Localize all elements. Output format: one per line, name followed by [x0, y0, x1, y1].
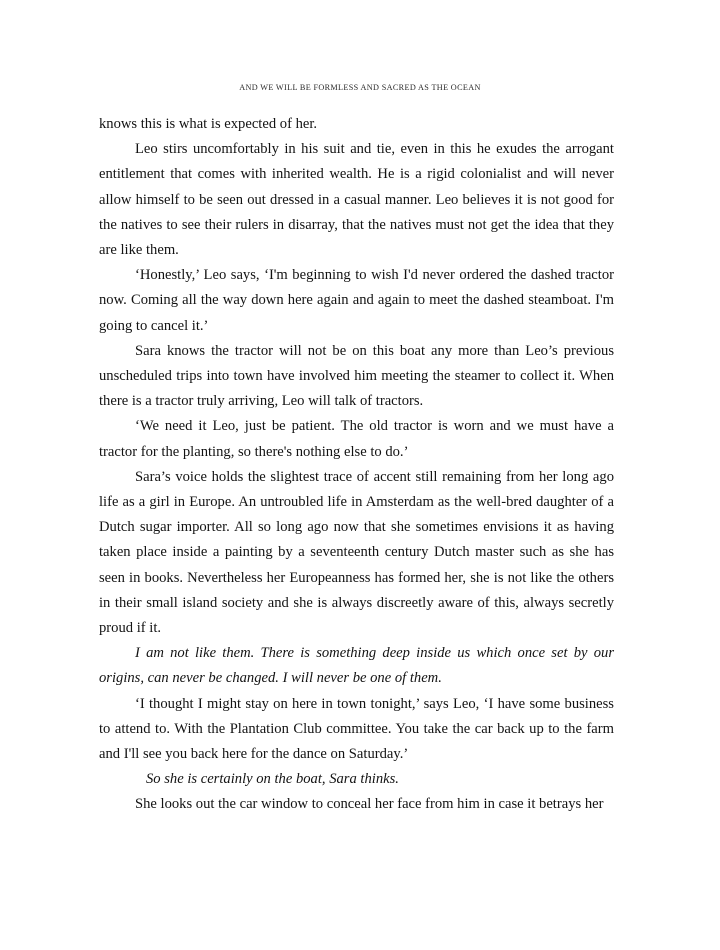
paragraph: Leo stirs uncomfortably in his suit and tie, even in this he exudes the arrogant entitlement that comes with inherited wealth. He is a rigid colonialist and will never allow himself to be seen out dressed in a casual manner. Leo believes it is not good for the natives to see their rulers in disarray, that the natives must not get the idea that they are like them. — [99, 141, 614, 259]
paragraph: ‘I thought I might stay on here in town tonight,’ says Leo, ‘I have some business to attend to. With the Plantation Club committee. You take the car back up to the farm and I'll see you back here for the dance on Saturday.’ — [99, 695, 614, 763]
paragraph: ‘We need it Leo, just be patient. The old tractor is worn and we must have a tractor for the planting, so there's nothing else to do.’ — [99, 418, 614, 460]
paragraph: ‘Honestly,’ Leo says, ‘I'm beginning to wish I'd never ordered the dashed tractor now. Coming all the way down here again and again to meet the dashed steamboat. I'm going to cancel it.’ — [99, 267, 614, 334]
paragraph-italic: I am not like them. There is something deep inside us which once set by our origins, can never be changed. I will never be one of them. — [99, 645, 614, 687]
paragraph-italic: So she is certainly on the boat, Sara thinks. — [146, 771, 399, 788]
paragraph: Sara knows the tractor will not be on this boat any more than Leo’s previous unscheduled trips into town have involved him meeting the steamer to collect it. When there is a tractor truly arriving, Leo will talk of tractors. — [99, 342, 614, 410]
paragraph: knows this is what is expected of her. — [99, 116, 318, 132]
paragraph: Sara’s voice holds the slightest trace of accent still remaining from her long ago life as a girl in Europe. An untroubled life in Amsterdam as the well-bred daughter of a Dutch sugar importer. All so long ago now that she sometimes envisions it as having taken place inside a painting by a seventeenth century Dutch master such as she has seen in books. Nevertheless her Europeanness has formed her, she is not like the others in their small island society and she is always discreetly aware of this, always secretly proud if it. — [99, 468, 614, 637]
running-head: AND WE WILL BE FORMLESS AND SACRED AS THE OCEAN — [239, 83, 481, 92]
body-text-column — [99, 112, 614, 818]
paragraph: She looks out the car window to conceal her face from him in case it betrays her — [135, 796, 604, 813]
